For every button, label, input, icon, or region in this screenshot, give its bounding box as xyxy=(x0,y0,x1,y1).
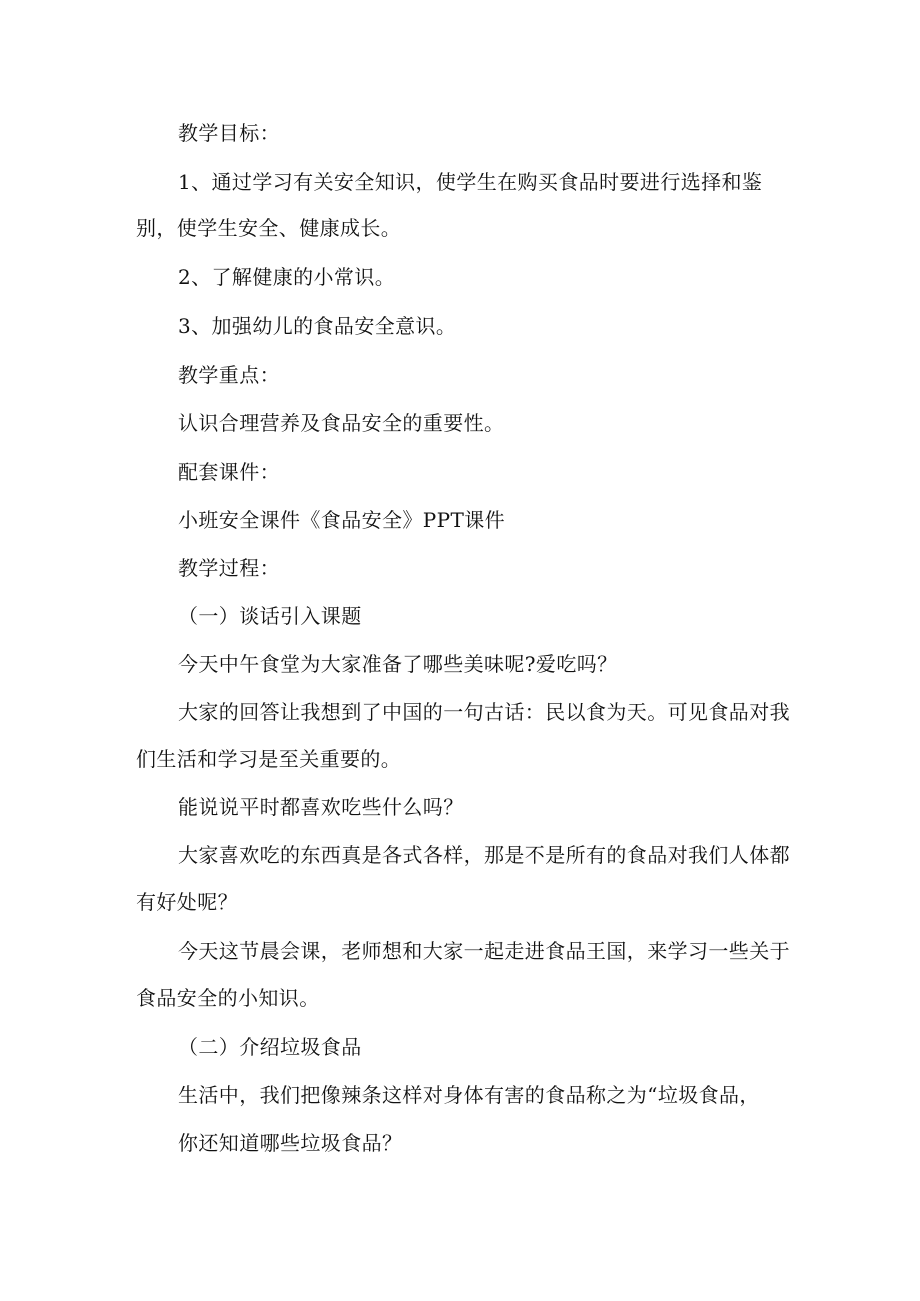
heading-teaching-goals: 教学目标： xyxy=(178,121,280,145)
paragraph-goal-1: 1、通过学习有关安全知识，使学生在购买食品时要进行选择和鉴 xyxy=(178,170,763,194)
heading-key-points: 教学重点： xyxy=(178,363,280,387)
paragraph-variety-continued: 有好处呢？ xyxy=(136,890,238,914)
paragraph-goal-1-continued: 别，使学生安全、健康成长。 xyxy=(136,216,402,240)
paragraph-goal-2: 2、了解健康的小常识。 xyxy=(178,265,396,289)
paragraph-lunch-question: 今天中午食堂为大家准备了哪些美味呢?爱吃吗？ xyxy=(178,652,618,676)
paragraph-variety: 大家喜欢吃的东西真是各式各样，那是不是所有的食品对我们人体都 xyxy=(178,843,790,867)
paragraph-favorites-question: 能说说平时都喜欢吃些什么吗？ xyxy=(178,795,464,819)
section-heading-2: （二）介绍垃圾食品 xyxy=(178,1035,362,1059)
paragraph-morning-class: 今天这节晨会课，老师想和大家一起走进食品王国，来学习一些关于 xyxy=(178,939,790,963)
paragraph-proverb: 大家的回答让我想到了中国的一句古话：民以食为天。可见食品对我 xyxy=(178,700,790,724)
paragraph-junk-food: 生活中，我们把像辣条这样对身体有害的食品称之为“垃圾食品， xyxy=(178,1083,760,1107)
heading-teaching-process: 教学过程： xyxy=(178,556,280,580)
paragraph-proverb-continued: 们生活和学习是至关重要的。 xyxy=(136,747,402,771)
paragraph-courseware: 小班安全课件《食品安全》PPT课件 xyxy=(178,508,506,532)
paragraph-goal-3: 3、加强幼儿的食品安全意识。 xyxy=(178,314,457,338)
paragraph-morning-class-continued: 食品安全的小知识。 xyxy=(136,986,320,1010)
paragraph-key-point: 认识合理营养及食品安全的重要性。 xyxy=(178,411,505,435)
paragraph-junk-food-question: 你还知道哪些垃圾食品？ xyxy=(178,1131,403,1155)
heading-courseware: 配套课件： xyxy=(178,460,280,484)
section-heading-1: （一）谈话引入课题 xyxy=(178,604,362,628)
